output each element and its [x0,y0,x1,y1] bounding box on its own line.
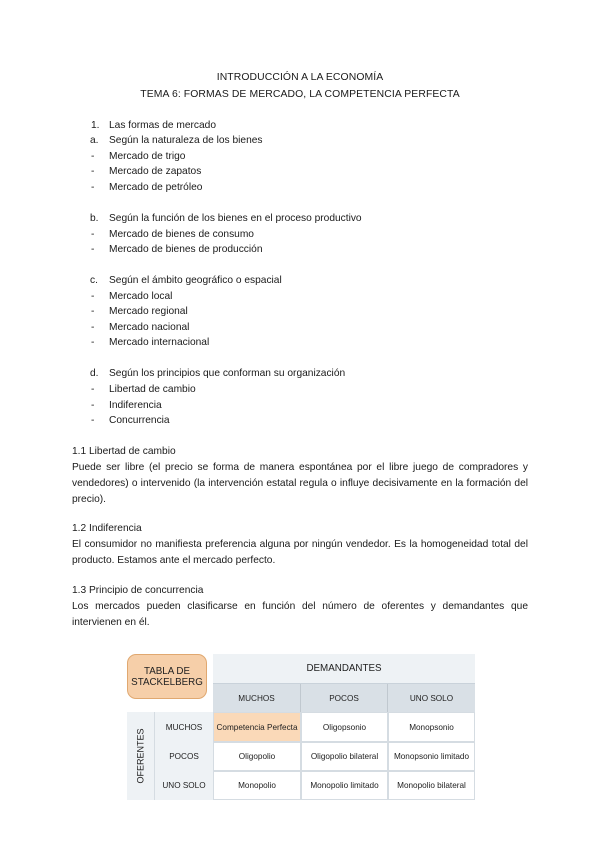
section-body: Los mercados pueden clasificarse en función del número de oferentes y demandantes que intervienen en él. [72,601,528,628]
section-body: El consumidor no manifiesta preferencia alguna por ningún vendedor. Es la homogeneidad total del producto. Estamos ante el mercado perfecto. [72,539,528,566]
document-title: INTRODUCCIÓN A LA ECONOMÍA [216,72,384,83]
table-cell: Monopolio limitado [301,771,388,800]
column-header: POCOS [301,684,388,712]
list-text: Concurrencia [109,415,170,426]
list-text: Libertad de cambio [109,384,196,395]
section-heading: 1.2 Indiferencia [72,523,142,534]
table-cell: Monopsonio limitado [388,742,475,771]
demand-header: DEMANDANTES [213,654,475,684]
list-text: Mercado nacional [109,322,190,333]
dash-marker: - [91,182,95,193]
table-cell: Monopolio [213,771,301,800]
row-header: UNO SOLO [155,771,213,800]
dash-marker: - [91,337,95,348]
list-text: Mercado de petróleo [109,182,203,193]
list-marker: d. [90,368,99,379]
list-marker: c. [90,275,98,286]
dash-marker: - [91,291,95,302]
row-header: POCOS [155,742,213,771]
table-corner-label: TABLA DE STACKELBERG [127,654,207,699]
section-body: Puede ser libre (el precio se forma de manera espontánea por el libre juego de compradores y vendedores) o intervenido (la intervención estatal regula o influye decisivamente en la formación del precio). [72,462,528,505]
table-cell: Oligopolio bilateral [301,742,388,771]
list-text: Mercado regional [109,306,188,317]
list-text: Según los principios que conforman su organización [109,368,346,379]
list-text: Según el ámbito geográfico o espacial [109,275,282,286]
table-cell: Oligopsonio [301,712,388,742]
dash-marker: - [91,151,95,162]
dash-marker: - [91,322,95,333]
document-subtitle: TEMA 6: FORMAS DE MERCADO, LA COMPETENCIA PERFECTA [140,89,460,100]
supply-header [127,712,155,800]
stackelberg-table [127,654,475,800]
list-marker: b. [90,213,99,224]
dash-marker: - [91,306,95,317]
list-marker: a. [90,135,99,146]
dash-marker: - [91,229,95,240]
dash-marker: - [91,384,95,395]
section-heading: 1.3 Principio de concurrencia [72,585,204,596]
row-header: MUCHOS [155,712,213,742]
list-text: Mercado local [109,291,173,302]
table-cell: Competencia Perfecta [213,712,301,742]
column-header: UNO SOLO [388,684,475,712]
dash-marker: - [91,166,95,177]
list-text: Mercado de trigo [109,151,186,162]
list-text: Mercado internacional [109,337,210,348]
list-text: Mercado de zapatos [109,166,202,177]
dash-marker: - [91,244,95,255]
list-text: Mercado de bienes de producción [109,244,263,255]
supply-header-label: OFERENTES [135,728,146,784]
list-text: Según la naturaleza de los bienes [109,135,263,146]
dash-marker: - [91,415,95,426]
list-text: Mercado de bienes de consumo [109,229,254,240]
column-header: MUCHOS [213,684,301,712]
list-text: Según la función de los bienes en el proceso productivo [109,213,362,224]
dash-marker: - [91,400,95,411]
list-text: Las formas de mercado [109,120,217,131]
list-text: Indiferencia [109,400,162,411]
table-cell: Oligopolio [213,742,301,771]
section-heading: 1.1 Libertad de cambio [72,446,176,457]
table-cell: Monopsonio [388,712,475,742]
list-marker: 1. [91,120,100,131]
table-cell: Monopolio bilateral [388,771,475,800]
